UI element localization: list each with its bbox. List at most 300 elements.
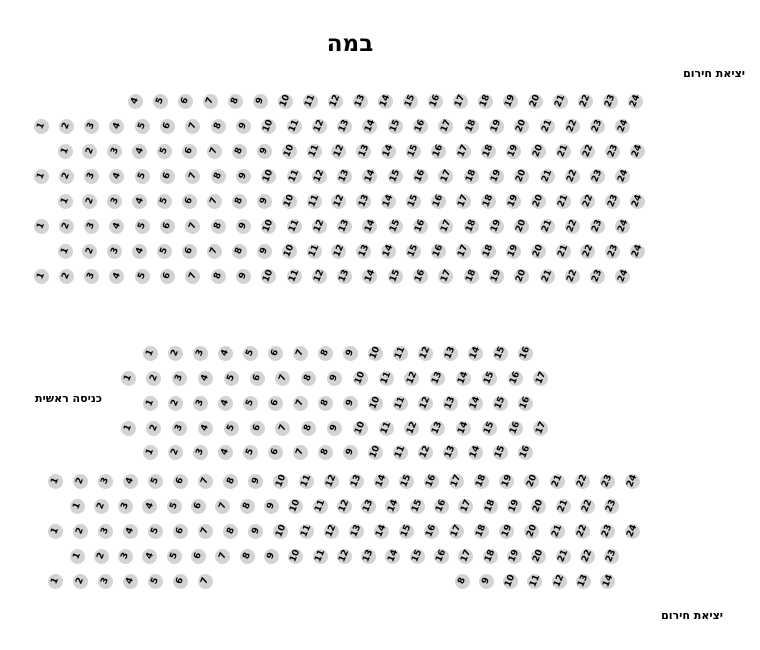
seat[interactable] [604, 499, 619, 514]
seat[interactable] [142, 549, 157, 564]
seat[interactable] [182, 144, 197, 159]
seat[interactable] [418, 396, 433, 411]
seat[interactable] [109, 219, 124, 234]
seat[interactable] [630, 144, 645, 159]
seat[interactable] [489, 169, 504, 184]
seat[interactable] [603, 94, 618, 109]
seat[interactable] [456, 371, 471, 386]
seat[interactable] [224, 421, 239, 436]
seat[interactable] [287, 269, 302, 284]
seat[interactable] [70, 499, 85, 514]
seat[interactable] [482, 371, 497, 386]
seat[interactable] [135, 119, 150, 134]
seat[interactable] [98, 474, 113, 489]
seat[interactable] [590, 169, 605, 184]
seat[interactable] [301, 421, 316, 436]
seat[interactable] [438, 169, 453, 184]
seat[interactable] [493, 396, 508, 411]
seat[interactable] [424, 474, 439, 489]
seat[interactable] [514, 119, 529, 134]
seat[interactable] [388, 219, 403, 234]
seat[interactable] [288, 549, 303, 564]
seat[interactable] [337, 499, 352, 514]
seat[interactable] [109, 269, 124, 284]
seat[interactable] [481, 144, 496, 159]
seat[interactable] [328, 94, 343, 109]
seat[interactable] [261, 169, 276, 184]
seat[interactable] [307, 194, 322, 209]
seat[interactable] [493, 445, 508, 460]
seat[interactable] [362, 169, 377, 184]
seat[interactable] [185, 269, 200, 284]
seat[interactable] [374, 524, 389, 539]
seat[interactable] [576, 574, 591, 589]
seat[interactable] [356, 194, 371, 209]
seat[interactable] [268, 396, 283, 411]
seat[interactable] [368, 346, 383, 361]
seat[interactable] [628, 94, 643, 109]
seat[interactable] [84, 119, 99, 134]
seat[interactable] [167, 549, 182, 564]
seat[interactable] [293, 445, 308, 460]
seat[interactable] [211, 169, 226, 184]
seat[interactable] [248, 474, 263, 489]
seat[interactable] [406, 244, 421, 259]
seat[interactable] [431, 244, 446, 259]
seat[interactable] [203, 94, 218, 109]
seat[interactable] [456, 244, 471, 259]
seat[interactable] [456, 194, 471, 209]
seat[interactable] [73, 574, 88, 589]
seat[interactable] [211, 269, 226, 284]
seat[interactable] [121, 371, 136, 386]
seat[interactable] [228, 94, 243, 109]
seat[interactable] [615, 269, 630, 284]
seat[interactable] [303, 94, 318, 109]
seat[interactable] [132, 244, 147, 259]
seat[interactable] [198, 371, 213, 386]
seat[interactable] [388, 269, 403, 284]
seat[interactable] [132, 194, 147, 209]
seat[interactable] [287, 219, 302, 234]
seat[interactable] [605, 194, 620, 209]
seat[interactable] [556, 549, 571, 564]
seat[interactable] [514, 269, 529, 284]
seat[interactable] [578, 94, 593, 109]
seat[interactable] [261, 269, 276, 284]
seat[interactable] [438, 219, 453, 234]
seat[interactable] [331, 194, 346, 209]
seat[interactable] [224, 371, 239, 386]
seat[interactable] [173, 474, 188, 489]
seat[interactable] [172, 371, 187, 386]
seat[interactable] [167, 499, 182, 514]
seat[interactable] [135, 219, 150, 234]
seat[interactable] [293, 396, 308, 411]
seat[interactable] [337, 169, 352, 184]
seat[interactable] [449, 524, 464, 539]
seat[interactable] [600, 474, 615, 489]
seat[interactable] [313, 549, 328, 564]
seat[interactable] [143, 346, 158, 361]
seat[interactable] [135, 269, 150, 284]
seat[interactable] [489, 119, 504, 134]
seat[interactable] [312, 269, 327, 284]
seat[interactable] [499, 524, 514, 539]
seat[interactable] [94, 499, 109, 514]
seat[interactable] [431, 144, 446, 159]
seat[interactable] [356, 144, 371, 159]
seat[interactable] [506, 194, 521, 209]
seat[interactable] [82, 194, 97, 209]
seat[interactable] [198, 474, 213, 489]
seat[interactable] [503, 94, 518, 109]
seat[interactable] [418, 445, 433, 460]
seat[interactable] [337, 219, 352, 234]
seat[interactable] [406, 144, 421, 159]
seat[interactable] [232, 244, 247, 259]
seat[interactable] [182, 194, 197, 209]
seat[interactable] [128, 94, 143, 109]
seat[interactable] [299, 474, 314, 489]
seat[interactable] [268, 346, 283, 361]
seat[interactable] [157, 194, 172, 209]
seat[interactable] [98, 524, 113, 539]
seat[interactable] [343, 396, 358, 411]
seat[interactable] [531, 194, 546, 209]
seat[interactable] [552, 574, 567, 589]
seat[interactable] [257, 244, 272, 259]
seat[interactable] [481, 194, 496, 209]
seat[interactable] [361, 549, 376, 564]
seat[interactable] [379, 421, 394, 436]
seat[interactable] [368, 445, 383, 460]
seat[interactable] [580, 244, 595, 259]
seat[interactable] [580, 144, 595, 159]
seat[interactable] [215, 549, 230, 564]
seat[interactable] [580, 194, 595, 209]
seat[interactable] [565, 219, 580, 234]
seat[interactable] [58, 244, 73, 259]
seat[interactable] [518, 396, 533, 411]
seat[interactable] [508, 421, 523, 436]
seat[interactable] [514, 219, 529, 234]
seat[interactable] [531, 144, 546, 159]
seat[interactable] [157, 244, 172, 259]
seat[interactable] [160, 269, 175, 284]
seat[interactable] [381, 194, 396, 209]
seat[interactable] [94, 549, 109, 564]
seat[interactable] [34, 169, 49, 184]
seat[interactable] [518, 445, 533, 460]
seat[interactable] [388, 119, 403, 134]
seat[interactable] [312, 219, 327, 234]
seat[interactable] [107, 144, 122, 159]
seat[interactable] [240, 549, 255, 564]
seat[interactable] [478, 94, 493, 109]
seat[interactable] [240, 499, 255, 514]
seat[interactable] [193, 346, 208, 361]
seat[interactable] [493, 346, 508, 361]
seat[interactable] [393, 445, 408, 460]
seat[interactable] [193, 445, 208, 460]
seat[interactable] [368, 396, 383, 411]
seat[interactable] [343, 445, 358, 460]
seat[interactable] [282, 144, 297, 159]
seat[interactable] [250, 371, 265, 386]
seat[interactable] [353, 421, 368, 436]
seat[interactable] [590, 269, 605, 284]
seat[interactable] [403, 94, 418, 109]
seat[interactable] [556, 194, 571, 209]
seat[interactable] [378, 94, 393, 109]
seat[interactable] [590, 219, 605, 234]
seat[interactable] [207, 194, 222, 209]
seat[interactable] [327, 371, 342, 386]
seat[interactable] [250, 421, 265, 436]
seat[interactable] [605, 244, 620, 259]
seat[interactable] [479, 574, 494, 589]
seat[interactable] [374, 474, 389, 489]
seat[interactable] [630, 244, 645, 259]
seat[interactable] [48, 474, 63, 489]
seat[interactable] [211, 119, 226, 134]
seat[interactable] [185, 169, 200, 184]
seat[interactable] [312, 169, 327, 184]
seat[interactable] [507, 499, 522, 514]
seat[interactable] [575, 474, 590, 489]
seat[interactable] [236, 219, 251, 234]
seat[interactable] [413, 269, 428, 284]
seat[interactable] [456, 144, 471, 159]
seat[interactable] [307, 144, 322, 159]
seat[interactable] [556, 144, 571, 159]
seat[interactable] [98, 574, 113, 589]
seat[interactable] [109, 169, 124, 184]
seat[interactable] [418, 346, 433, 361]
seat[interactable] [59, 269, 74, 284]
seat[interactable] [556, 499, 571, 514]
seat[interactable] [146, 371, 161, 386]
seat[interactable] [531, 549, 546, 564]
seat[interactable] [600, 574, 615, 589]
seat[interactable] [173, 574, 188, 589]
seat[interactable] [565, 169, 580, 184]
seat[interactable] [264, 549, 279, 564]
seat[interactable] [474, 474, 489, 489]
seat[interactable] [58, 144, 73, 159]
seat[interactable] [474, 524, 489, 539]
seat[interactable] [59, 119, 74, 134]
seat[interactable] [625, 474, 640, 489]
seat[interactable] [121, 421, 136, 436]
seat[interactable] [431, 194, 446, 209]
seat[interactable] [168, 346, 183, 361]
seat[interactable] [207, 244, 222, 259]
seat[interactable] [464, 269, 479, 284]
seat[interactable] [388, 169, 403, 184]
seat[interactable] [232, 144, 247, 159]
seat[interactable] [82, 144, 97, 159]
seat[interactable] [482, 421, 497, 436]
seat[interactable] [533, 421, 548, 436]
seat[interactable] [185, 119, 200, 134]
seat[interactable] [198, 421, 213, 436]
seat[interactable] [528, 94, 543, 109]
seat[interactable] [253, 94, 268, 109]
seat[interactable] [182, 244, 197, 259]
seat[interactable] [443, 396, 458, 411]
seat[interactable] [468, 346, 483, 361]
seat[interactable] [148, 474, 163, 489]
seat[interactable] [143, 396, 158, 411]
seat[interactable] [185, 219, 200, 234]
seat[interactable] [123, 474, 138, 489]
seat[interactable] [327, 421, 342, 436]
seat[interactable] [268, 445, 283, 460]
seat[interactable] [362, 269, 377, 284]
seat[interactable] [590, 119, 605, 134]
seat[interactable] [215, 499, 230, 514]
seat[interactable] [84, 269, 99, 284]
seat[interactable] [533, 371, 548, 386]
seat[interactable] [153, 94, 168, 109]
seat[interactable] [483, 549, 498, 564]
seat[interactable] [565, 119, 580, 134]
seat[interactable] [173, 524, 188, 539]
seat[interactable] [379, 371, 394, 386]
seat[interactable] [615, 119, 630, 134]
seat[interactable] [404, 421, 419, 436]
seat[interactable] [428, 94, 443, 109]
seat[interactable] [481, 244, 496, 259]
seat[interactable] [349, 524, 364, 539]
seat[interactable] [499, 474, 514, 489]
seat[interactable] [160, 219, 175, 234]
seat[interactable] [331, 144, 346, 159]
seat[interactable] [243, 445, 258, 460]
seat[interactable] [160, 169, 175, 184]
seat[interactable] [84, 169, 99, 184]
seat[interactable] [540, 119, 555, 134]
seat[interactable] [218, 396, 233, 411]
seat[interactable] [361, 499, 376, 514]
seat[interactable] [580, 499, 595, 514]
seat[interactable] [278, 94, 293, 109]
seat[interactable] [349, 474, 364, 489]
seat[interactable] [160, 119, 175, 134]
seat[interactable] [430, 421, 445, 436]
seat[interactable] [605, 144, 620, 159]
seat[interactable] [565, 269, 580, 284]
seat[interactable] [453, 94, 468, 109]
seat[interactable] [48, 574, 63, 589]
seat[interactable] [211, 219, 226, 234]
seat[interactable] [282, 194, 297, 209]
seat[interactable] [337, 119, 352, 134]
seat[interactable] [34, 119, 49, 134]
seat[interactable] [455, 574, 470, 589]
seat[interactable] [531, 244, 546, 259]
seat[interactable] [550, 474, 565, 489]
seat[interactable] [236, 169, 251, 184]
seat[interactable] [236, 119, 251, 134]
seat[interactable] [404, 371, 419, 386]
seat[interactable] [207, 144, 222, 159]
seat[interactable] [312, 119, 327, 134]
seat[interactable] [393, 396, 408, 411]
seat[interactable] [507, 549, 522, 564]
seat[interactable] [443, 346, 458, 361]
seat[interactable] [381, 144, 396, 159]
seat[interactable] [261, 219, 276, 234]
seat[interactable] [223, 524, 238, 539]
seat[interactable] [458, 499, 473, 514]
seat[interactable] [58, 194, 73, 209]
seat[interactable] [243, 346, 258, 361]
seat[interactable] [236, 269, 251, 284]
seat[interactable] [449, 474, 464, 489]
seat[interactable] [413, 169, 428, 184]
seat[interactable] [107, 194, 122, 209]
seat[interactable] [59, 169, 74, 184]
seat[interactable] [257, 194, 272, 209]
seat[interactable] [218, 445, 233, 460]
seat[interactable] [604, 549, 619, 564]
seat[interactable] [142, 499, 157, 514]
seat[interactable] [287, 119, 302, 134]
seat[interactable] [503, 574, 518, 589]
seat[interactable] [362, 219, 377, 234]
seat[interactable] [282, 244, 297, 259]
seat[interactable] [343, 346, 358, 361]
seat[interactable] [232, 194, 247, 209]
seat[interactable] [261, 119, 276, 134]
seat[interactable] [191, 499, 206, 514]
seat[interactable] [483, 499, 498, 514]
seat[interactable] [630, 194, 645, 209]
seat[interactable] [132, 144, 147, 159]
seat[interactable] [615, 219, 630, 234]
seat[interactable] [514, 169, 529, 184]
seat[interactable] [243, 396, 258, 411]
seat[interactable] [318, 396, 333, 411]
seat[interactable] [580, 549, 595, 564]
seat[interactable] [168, 445, 183, 460]
seat[interactable] [540, 219, 555, 234]
seat[interactable] [413, 119, 428, 134]
seat[interactable] [178, 94, 193, 109]
seat[interactable] [143, 445, 158, 460]
seat[interactable] [489, 219, 504, 234]
seat[interactable] [506, 144, 521, 159]
seat[interactable] [313, 499, 328, 514]
seat[interactable] [48, 524, 63, 539]
seat[interactable] [385, 499, 400, 514]
seat[interactable] [82, 244, 97, 259]
seat[interactable] [73, 524, 88, 539]
seat[interactable] [34, 269, 49, 284]
seat[interactable] [118, 499, 133, 514]
seat[interactable] [489, 269, 504, 284]
seat[interactable] [118, 549, 133, 564]
seat[interactable] [556, 244, 571, 259]
seat[interactable] [553, 94, 568, 109]
seat[interactable] [362, 119, 377, 134]
seat[interactable] [324, 524, 339, 539]
seat[interactable] [468, 445, 483, 460]
seat[interactable] [575, 524, 590, 539]
